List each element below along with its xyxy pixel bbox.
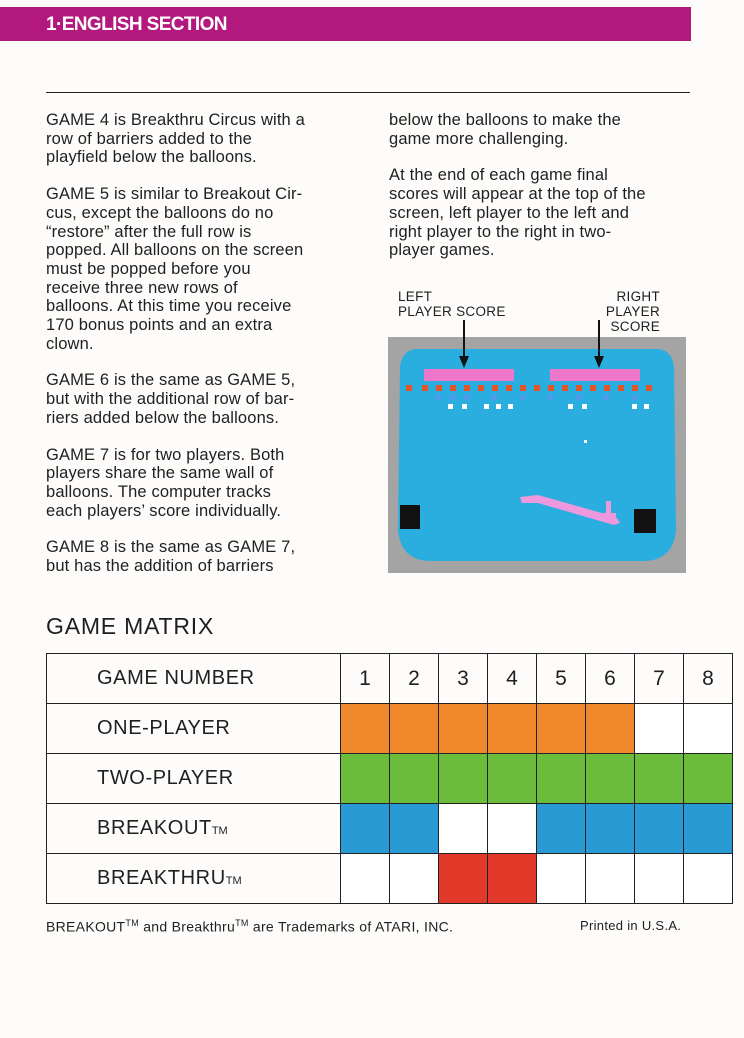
matrix-cell	[684, 804, 733, 854]
matrix-cell	[390, 754, 439, 804]
left-column	[46, 111, 366, 594]
matrix-cell	[488, 854, 537, 904]
matrix-cell	[488, 754, 537, 804]
matrix-cell	[537, 854, 586, 904]
matrix-row-label	[47, 704, 341, 754]
matrix-cell	[684, 704, 733, 754]
matrix-cell	[537, 804, 586, 854]
right-column	[389, 111, 699, 278]
matrix-cell	[586, 754, 635, 804]
matrix-row-label	[47, 804, 341, 854]
matrix-row-breakout	[47, 804, 733, 854]
game-number-6: 6	[586, 654, 635, 704]
right-trampoline-post	[634, 509, 656, 533]
matrix-cell	[635, 754, 684, 804]
right-score-digits	[550, 369, 640, 381]
matrix-cell	[390, 854, 439, 904]
matrix-cell	[586, 854, 635, 904]
matrix-cell	[635, 854, 684, 904]
game-number-7: 7	[635, 654, 684, 704]
matrix-cell	[537, 704, 586, 754]
matrix-header-row	[47, 654, 733, 704]
matrix-cell	[635, 704, 684, 754]
paragraph-game-7: GAME 7 is for two players. Both players share the same wall of balloons. The computer tracks each players’ score individually.	[46, 445, 285, 520]
game-number-8: 8	[684, 654, 733, 704]
right-player-score-label: RIGHT PLAYER SCORE	[605, 289, 660, 334]
paragraph-game-4: GAME 4 is Breakthru Circus with a row of barriers added to the playfield below the balloons.	[46, 111, 305, 167]
matrix-cell	[341, 704, 390, 754]
game-number-5: 5	[537, 654, 586, 704]
matrix-cell	[684, 754, 733, 804]
matrix-row-label-text: BREAKTHRU	[97, 867, 226, 889]
game-number-1: 1	[341, 654, 390, 704]
matrix-cell	[586, 804, 635, 854]
right-score-arrow-head	[594, 356, 604, 368]
matrix-row-label	[47, 854, 341, 904]
matrix-cell	[341, 854, 390, 904]
matrix-cell	[390, 804, 439, 854]
printed-in-usa: Printed in U.S.A.	[580, 918, 682, 933]
matrix-row-label-text: BREAKOUT	[97, 817, 212, 839]
trademark-mark: TM	[225, 875, 242, 887]
matrix-cell	[488, 804, 537, 854]
matrix-cell	[341, 804, 390, 854]
trademark-atari: are Trademarks of ATARI, INC.	[248, 918, 454, 935]
trademark-mark: TM	[211, 825, 228, 837]
paragraph-game-5: GAME 5 is similar to Breakout Cir- cus, except the balloons do no “restore” after the full row is popped. All balloons on the screen must be popped before you receive three new rows of balloons. At this time you receive 170 bonus points and an extra clown.	[46, 185, 304, 353]
matrix-cell	[439, 754, 488, 804]
trademark-breakout: BREAKOUT	[46, 918, 126, 935]
trademark-breakthru: and Breakthru	[139, 918, 236, 935]
game-screenshot	[388, 337, 686, 573]
matrix-cell	[390, 704, 439, 754]
matrix-cell	[439, 704, 488, 754]
tm-mark: TM	[235, 918, 249, 928]
clown-arms	[602, 513, 616, 517]
left-score-digits	[424, 369, 514, 381]
header-rule	[46, 92, 690, 93]
matrix-cell	[439, 854, 488, 904]
game-number-3: 3	[439, 654, 488, 704]
game-matrix-table	[46, 653, 733, 904]
score-arrows	[388, 320, 686, 370]
matrix-cell	[439, 804, 488, 854]
paragraph-final-scores: At the end of each game final scores will appear at the top of the screen, left player to the left and right player to the right in two- player games.	[389, 166, 646, 260]
game-number-label: GAME NUMBER	[47, 654, 341, 704]
tm-mark: TM	[125, 918, 140, 928]
matrix-cell	[341, 754, 390, 804]
left-score-arrow-head	[459, 356, 469, 368]
game-number-2: 2	[390, 654, 439, 704]
paragraph-game-8: GAME 8 is the same as GAME 7, but has the addition of barriers	[46, 538, 296, 576]
left-player-score-label: LEFT PLAYER SCORE	[398, 289, 506, 319]
matrix-row-breakthru	[47, 854, 733, 904]
matrix-row-label	[47, 754, 341, 804]
matrix-row-label-text: ONE-PLAYER	[97, 717, 231, 739]
paragraph-game-6: GAME 6 is the same as GAME 5, but with the additional row of bar- riers added below the balloons.	[46, 371, 296, 427]
section-title: 1·ENGLISH SECTION	[46, 14, 227, 35]
matrix-cell	[586, 704, 635, 754]
matrix-cell	[488, 704, 537, 754]
matrix-cell	[537, 754, 586, 804]
ball	[584, 440, 587, 443]
left-trampoline-post	[400, 505, 420, 529]
trademark-footer	[46, 918, 453, 935]
game-matrix-title: GAME MATRIX	[46, 613, 215, 639]
matrix-row-one-player	[47, 704, 733, 754]
matrix-cell	[684, 854, 733, 904]
matrix-cell	[635, 804, 684, 854]
game-number-4: 4	[488, 654, 537, 704]
matrix-row-label-text: TWO-PLAYER	[97, 767, 234, 789]
matrix-row-two-player	[47, 754, 733, 804]
paragraph-game-8-cont: below the balloons to make the game more challenging.	[389, 111, 621, 148]
